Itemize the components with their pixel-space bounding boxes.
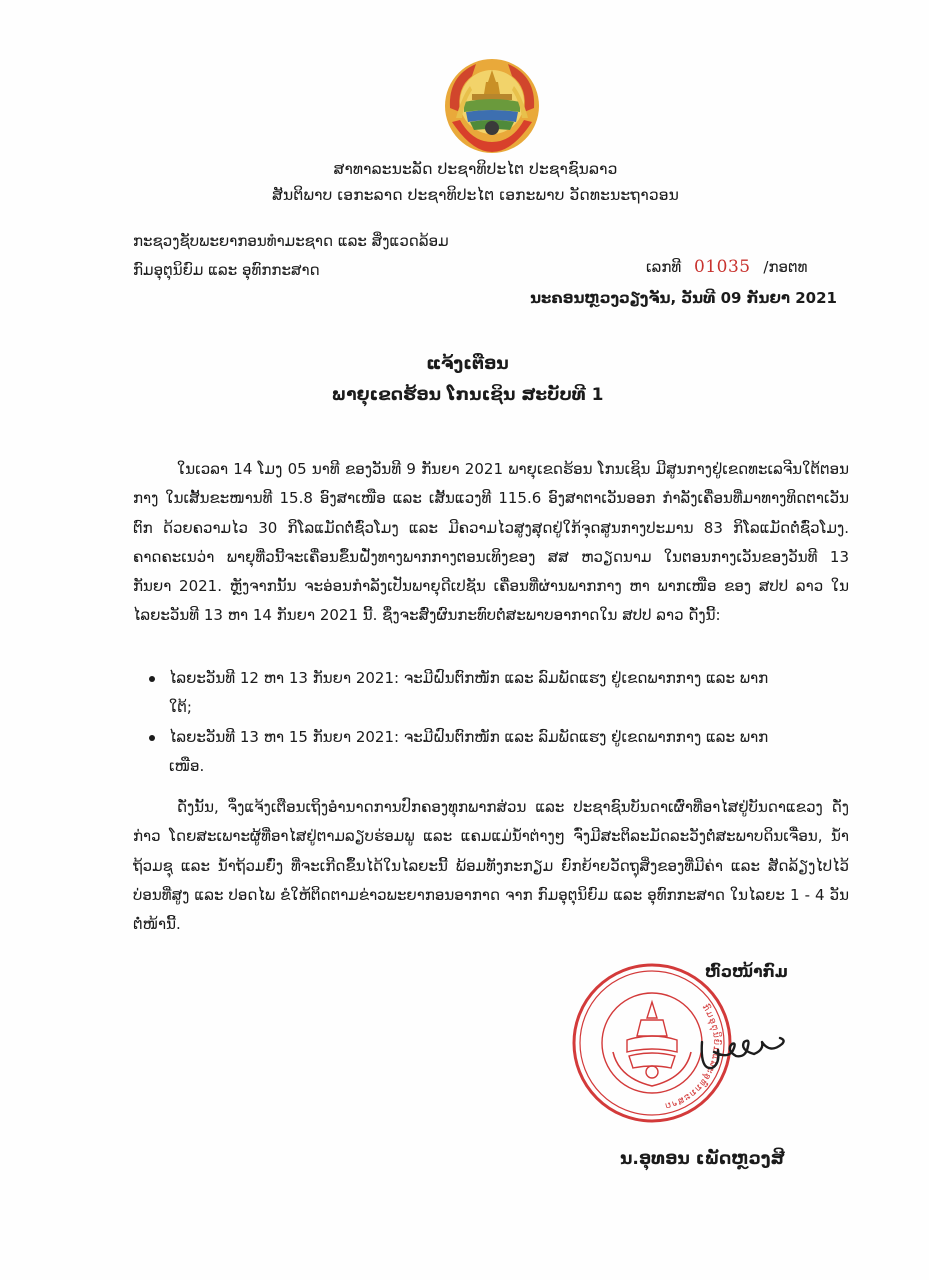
- ref-number-value: 01035: [694, 257, 751, 277]
- signatory-title: ຫົວໜ້າກົມ: [705, 963, 788, 981]
- bullet-icon: [149, 676, 155, 682]
- document-title: ແຈ້ງເຕືອນ: [426, 354, 509, 374]
- country-name: ສາທາລະນະລັດ ປະຊາທິປະໄຕ ປະຊາຊົນລາວ: [333, 160, 618, 178]
- signatory-name: ນ.ອຸທອນ ເພັດຫຼວງສີ: [620, 1149, 785, 1169]
- bullet-icon: [149, 735, 155, 741]
- list-item-text: ໄລຍະວັນທີ 12 ຫາ 13 ກັນຍາ 2021: ຈະມີຝົນຕົກໜັກ ແລະ ລົມພັດແຮງ ຢູ່ເຂດພາກກາງ ແລະ ພາກໃຕ້;: [169, 669, 769, 717]
- national-motto: ສັນຕິພາບ ເອກະລາດ ປະຊາທິປະໄຕ ເອກະພາບ ວັດທະນະຖາວອນ: [272, 186, 679, 204]
- issue-date: ນະຄອນຫຼວງວຽງຈັນ, ວັນທີ 09 ກັນຍາ 2021: [530, 289, 837, 307]
- department-name: ກົມອຸຕຸນິຍົມ ແລະ ອຸທົກກະສາດ: [133, 261, 320, 279]
- forecast-list: [133, 664, 849, 781]
- lao-national-emblem-icon: [442, 56, 542, 156]
- paragraph-situation: ໃນເວລາ 14 ໂມງ 05 ນາທີ ຂອງວັນທີ 9 ກັນຍາ 2021 ພາຍຸເຂດຮ້ອນ ໂກນເຊິນ ມີສູນກາງຢູ່ເຂດທະເລຈີນໃຕ້ຕອນກາງ ໃນເສັ້ນຂະໜານທີ 15.8 ອົງສາເໜືອ ແລະ ເສັ້ນແວງທີ 115.6 ອົງສາຕາເວັນອອກ ກຳລັງເຄື່ອນທີ່ມາທາງທິດຕາເວັນຕົກ ດ້ວຍຄວາມໄວ 30 ກິໂລແມັດຕໍ່ຊົ່ວໂມງ ແລະ ມີຄວາມໄວສູງສຸດຢູ່ໃກ້ຈຸດສູນກາງປະມານ 83 ກິໂລແມັດຕໍ່ຊົ່ວໂມງ. ຄາດຄະເນວ່າ ພາຍຸທີ່ວນີ້ຈະເຄື່ອນຂຶ້ນຝັ່ງທາງພາກກາງຕອນເທິງຂອງ ສສ ຫວຽດນາມ ໃນຕອນກາງເວັນຂອງວັນທີ 13 ກັນຍາ 2021. ຫຼັງຈາກນັ້ນ ຈະອ່ອນກຳລັງເປັນພາຍຸດີເປຊັນ ເຄື່ອນທີ່ຜ່ານພາກກາງ ຫາ ພາກເໜືອ ຂອງ ສປປ ລາວ ໃນໄລຍະວັນທີ 13 ຫາ 14 ກັນຍາ 2021 ນີ້. ຊຶ່ງຈະສົ່ງຜົນກະທົບຕໍ່ສະພາບອາກາດໃນ ສປປ ລາວ ດັ່ງນີ້:: [133, 460, 849, 625]
- list-item-text: ໄລຍະວັນທີ 13 ຫາ 15 ກັນຍາ 2021: ຈະມີຝົນຕົກໜັກ ແລະ ລົມພັດແຮງ ຢູ່ເຂດພາກກາງ ແລະ ພາກເໜືອ.: [169, 727, 769, 775]
- handwritten-signature-icon: [690, 1020, 800, 1080]
- list-item: [133, 723, 849, 782]
- reference-number: [646, 257, 807, 277]
- document-subtitle: ພາຍຸເຂດຮ້ອນ ໂກນເຊິນ ສະບັບທີ 1: [331, 385, 604, 405]
- ref-label: ເລກທີ: [646, 258, 682, 276]
- paragraph-advisory: ດັ່ງນັ້ນ, ຈຶ່ງແຈ້ງເຕືອນເຖິງອຳນາດການປົກຄອງທຸກພາກສ່ວນ ແລະ ປະຊາຊົນບັນດາເຜົ່າທີ່ອາໄສຢູ່ບັນດາແຂວງ ດັ່ງກ່າວ ໂດຍສະເພາະຜູ້ທີ່ອາໄສຢູ່ຕາມລຽບຮ່ອມພູ ແລະ ແຄມແມ່ນ້ຳຕ່າງໆ ຈົ່ງມີສະຕິລະມັດລະວັງຕໍ່ສະພາບດິນເຈື່ອນ, ນ້ຳຖ້ວມຊຸ ແລະ ນ້ຳຖ້ວມຍົ່ງ ທີ່ຈະເກີດຂຶ້ນໄດ້ໃນໄລຍະນີ້ ພ້ອມທັງກະກຽມ ຍົກຍ້າຍວັດຖຸສິ່ງຂອງທີ່ມີຄ່າ ແລະ ສັດລ້ຽງໄປໄວ້ບ່ອນທີ່ສູງ ແລະ ປອດໄພ ຂໍໃຫ້ຕິດຕາມຂ່າວພະຍາກອນອາກາດ ຈາກ ກົມອຸຕຸນິຍົມ ແລະ ອຸທົກກະສາດ ໃນໄລຍະ 1 - 4 ວັນຕໍ່ໜ້ານີ້.: [133, 798, 849, 934]
- stamp-text: ກົມອຸຕຸນິຍົມແລະອຸທົກກະສາດ: [662, 1002, 722, 1111]
- ministry-name: ກະຊວງຊັບພະຍາກອນທຳມະຊາດ ແລະ ສິ່ງແວດລ້ອມ: [133, 232, 449, 250]
- ref-suffix: /ກອຕທ: [763, 258, 808, 276]
- list-item: [133, 664, 849, 723]
